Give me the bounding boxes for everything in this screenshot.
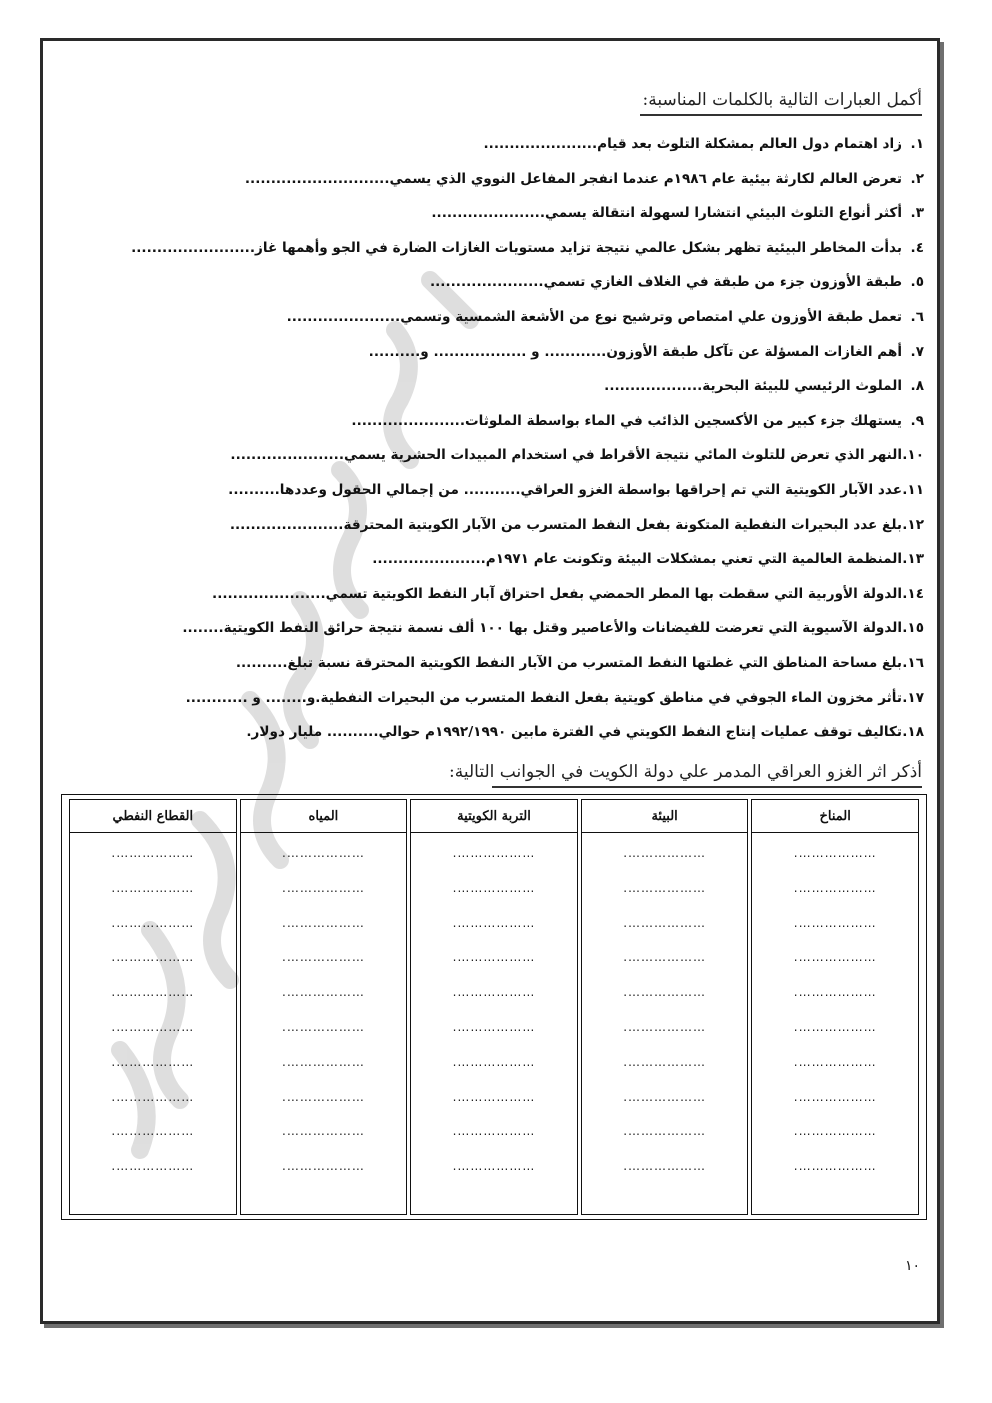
answer-blank[interactable]: ………………. [452, 985, 536, 1000]
question-number: ٧. [910, 343, 924, 360]
question-text: المنظمة العالمية التي تعني بمشكلات البيئة وتكونت عام ١٩٧١م...................... [372, 551, 902, 568]
answer-blank[interactable]: ………………. [623, 1054, 707, 1069]
answer-blank[interactable]: ………………. [623, 1019, 707, 1034]
question-text: أهم الغازات المسؤلة عن تآكل طبقة الأوزون............ و .................. و.......... [368, 343, 902, 360]
question-text: زاد اهتمام دول العالم بمشكلة التلوث بعد قيام...................... [483, 136, 902, 152]
answer-blank[interactable]: ………………. [111, 1089, 195, 1104]
question-number: ٢. [910, 170, 924, 187]
column-header: البيئة [581, 799, 749, 833]
answer-blank[interactable]: ………………. [793, 880, 877, 895]
answer-blank[interactable]: ………………. [623, 985, 707, 1000]
question-item [64, 200, 924, 235]
answer-blank[interactable]: ………………. [282, 1159, 365, 1174]
table-body-row [69, 833, 919, 1215]
answer-blank[interactable]: ………………. [452, 1089, 536, 1104]
question-number: ١٣. [902, 551, 924, 568]
answer-blank[interactable]: ………………. [282, 1089, 365, 1104]
question-item [64, 719, 924, 754]
answer-blank[interactable]: ………………. [793, 1159, 877, 1174]
answer-blank[interactable]: ………………. [452, 846, 536, 860]
question-number: ١٤. [902, 585, 924, 602]
question-text: أكثر أنواع التلوث البيئي انتشارا لسهولة انتقالة يسمي...................... [431, 205, 902, 222]
question-item [64, 408, 924, 443]
question-item [64, 269, 924, 304]
question-list [64, 131, 924, 754]
column-header: المناخ [751, 799, 919, 833]
answer-blank[interactable]: ………………. [623, 950, 707, 965]
question-text: تعرض العالم لكارثة بيئية عام ١٩٨٦م عندما انفجر المفاعل النووي الذي يسمي............................ [244, 170, 902, 187]
table-header-row [69, 799, 919, 833]
answer-blank[interactable]: ………………. [111, 1054, 195, 1069]
question-number: ١٦. [902, 654, 924, 671]
answer-blank[interactable]: ………………. [282, 1054, 365, 1069]
column-header: المياه [240, 799, 408, 833]
answer-blank[interactable]: ………………. [452, 915, 536, 930]
heading-underline [492, 786, 922, 788]
answer-blank[interactable]: ………………. [623, 1124, 707, 1139]
question-number: ١٧. [902, 689, 924, 706]
answer-blank[interactable]: ………………. [793, 846, 877, 860]
question-text: تأثر مخزون الماء الجوفي في مناطق كويتية بفعل النفط المتسرب من البحيرات النفطية.و........ و ............ [185, 689, 902, 706]
question-text: تعمل طبقة الأوزون علي امتصاص وترشيح نوع من الأشعة الشمسية وتسمي...................... [286, 308, 902, 325]
answer-blank[interactable]: ………………. [793, 950, 877, 965]
answer-blank[interactable]: ………………. [452, 950, 536, 965]
question-number: ٩. [910, 412, 924, 429]
question-number: ٤. [910, 239, 924, 256]
question-item [64, 166, 924, 201]
question-item [64, 546, 924, 581]
answer-column [751, 833, 919, 1215]
question-item [64, 477, 924, 512]
answer-blank[interactable]: ………………. [111, 915, 195, 930]
fill-in-heading: أكمل العبارات التالية بالكلمات المناسبة: [642, 90, 922, 110]
page-number: ١٠ [905, 1258, 921, 1274]
answer-blank[interactable]: ………………. [793, 1089, 877, 1104]
question-item [64, 615, 924, 650]
question-number: ١٥. [902, 620, 924, 637]
question-number: ١٨. [902, 724, 924, 741]
question-text: يستهلك جزء كبير من الأكسجين الذائب في الماء بواسطة الملوثات...................... [351, 412, 902, 429]
answer-blank[interactable]: ………………. [282, 846, 365, 860]
answer-blank[interactable]: ………………. [282, 1124, 365, 1139]
question-item [64, 373, 924, 408]
answer-blank[interactable]: ………………. [111, 985, 195, 1000]
question-text: بلغ عدد البحيرات النفطية المتكونة بفعل النفط المتسرب من الآبار الكويتية المحترقة...................... [229, 516, 902, 533]
answer-column [581, 833, 749, 1215]
answer-blank[interactable]: ………………. [111, 1124, 195, 1139]
column-header: القطاع النفطي [69, 799, 237, 833]
answer-blank[interactable]: ………………. [111, 880, 195, 895]
answer-blank[interactable]: ………………. [452, 1019, 536, 1034]
answer-blank[interactable]: ………………. [793, 1124, 877, 1139]
answer-blank[interactable]: ………………. [793, 1054, 877, 1069]
question-item [64, 339, 924, 374]
question-item [64, 131, 924, 166]
answer-blank[interactable]: ………………. [452, 1124, 536, 1139]
question-item [64, 650, 924, 685]
answer-column [69, 833, 237, 1215]
heading-underline [640, 114, 922, 116]
answer-blank[interactable]: ………………. [111, 1019, 195, 1034]
question-text: الملوث الرئيسي للبيئة البحرية................... [604, 378, 902, 395]
answer-blank[interactable]: ………………. [282, 915, 365, 930]
question-item [64, 581, 924, 616]
answer-blank[interactable]: ………………. [282, 1019, 365, 1034]
question-text: تكاليف توقف عمليات إنتاج النفط الكويتي في الفترة مابين ١٩٩٢/١٩٩٠م حوالي.......... مليار دولار. [246, 724, 902, 741]
question-number: ١١. [902, 481, 924, 498]
question-item [64, 304, 924, 339]
question-number: ٦. [910, 308, 924, 325]
question-text: عدد الآبار الكويتية التي تم إحراقها بواسطة الغزو العراقي........... من إجمالي الحقول وعددها.......... [228, 481, 902, 498]
answer-blank[interactable]: ………………. [623, 915, 707, 930]
question-number: ٥. [910, 274, 924, 291]
question-text: الدولة الأوربية التي سقطت بها المطر الحمضي بفعل احتراق آبار النفط الكويتية تسمي...................... [212, 585, 902, 602]
answer-blank[interactable]: ………………. [452, 880, 536, 895]
answer-blank[interactable]: ………………. [623, 880, 707, 895]
answer-blank[interactable]: ………………. [282, 950, 365, 965]
answer-blank[interactable]: ………………. [452, 1054, 536, 1069]
question-item [64, 442, 924, 477]
effects-heading: أذكر اثر الغزو العراقي المدمر علي دولة الكويت في الجوانب التالية: [449, 762, 922, 782]
question-number: ٣. [910, 205, 924, 222]
question-text: طبقة الأوزون جزء من طبقة في الغلاف الغازي تسمي...................... [429, 274, 902, 291]
question-number: ١٢. [902, 516, 924, 533]
effects-table [61, 794, 927, 1220]
answer-blank[interactable]: ………………. [793, 985, 877, 1000]
answer-blank[interactable]: ………………. [111, 950, 195, 965]
question-number: ٨. [910, 378, 924, 395]
question-item [64, 235, 924, 270]
answer-blank[interactable]: ………………. [793, 1019, 877, 1034]
question-text: الدولة الآسيوية التي تعرضت للفيضانات والأعاصير وقتل بها ١٠٠ ألف نسمة نتيجة حرائق النفط الكويتية........ [182, 620, 902, 637]
question-text: بلغ مساحة المناطق التي غطتها النفط المتسرب من الآبار النفط الكويتية المحترقة نسبة تبلغ.......... [235, 654, 902, 671]
answer-blank[interactable]: ………………. [111, 846, 195, 860]
answer-blank[interactable]: ………………. [793, 915, 877, 930]
answer-blank[interactable]: ………………. [111, 1159, 195, 1174]
question-item [64, 685, 924, 720]
question-text: بدأت المخاطر البيئية تظهر بشكل عالمي نتيجة تزايد مستويات الغازات الضارة في الجو وأهمها غاز........................ [131, 239, 902, 256]
answer-column [410, 833, 578, 1215]
answer-blank[interactable]: ………………. [623, 1089, 707, 1104]
question-item [64, 512, 924, 547]
question-text: النهر الذي تعرض للتلوث المائي نتيجة الأقراط في استخدام المبيدات الحشرية يسمي...................... [230, 447, 902, 464]
question-number: ١. [910, 136, 924, 152]
answer-blank[interactable]: ………………. [623, 846, 707, 860]
answer-column [240, 833, 408, 1215]
answer-blank[interactable]: ………………. [623, 1159, 707, 1174]
question-number: ١٠. [902, 447, 924, 464]
answer-blank[interactable]: ………………. [282, 880, 365, 895]
column-header: التربة الكويتية [410, 799, 578, 833]
answer-blank[interactable]: ………………. [452, 1159, 536, 1174]
answer-blank[interactable]: ………………. [282, 985, 365, 1000]
